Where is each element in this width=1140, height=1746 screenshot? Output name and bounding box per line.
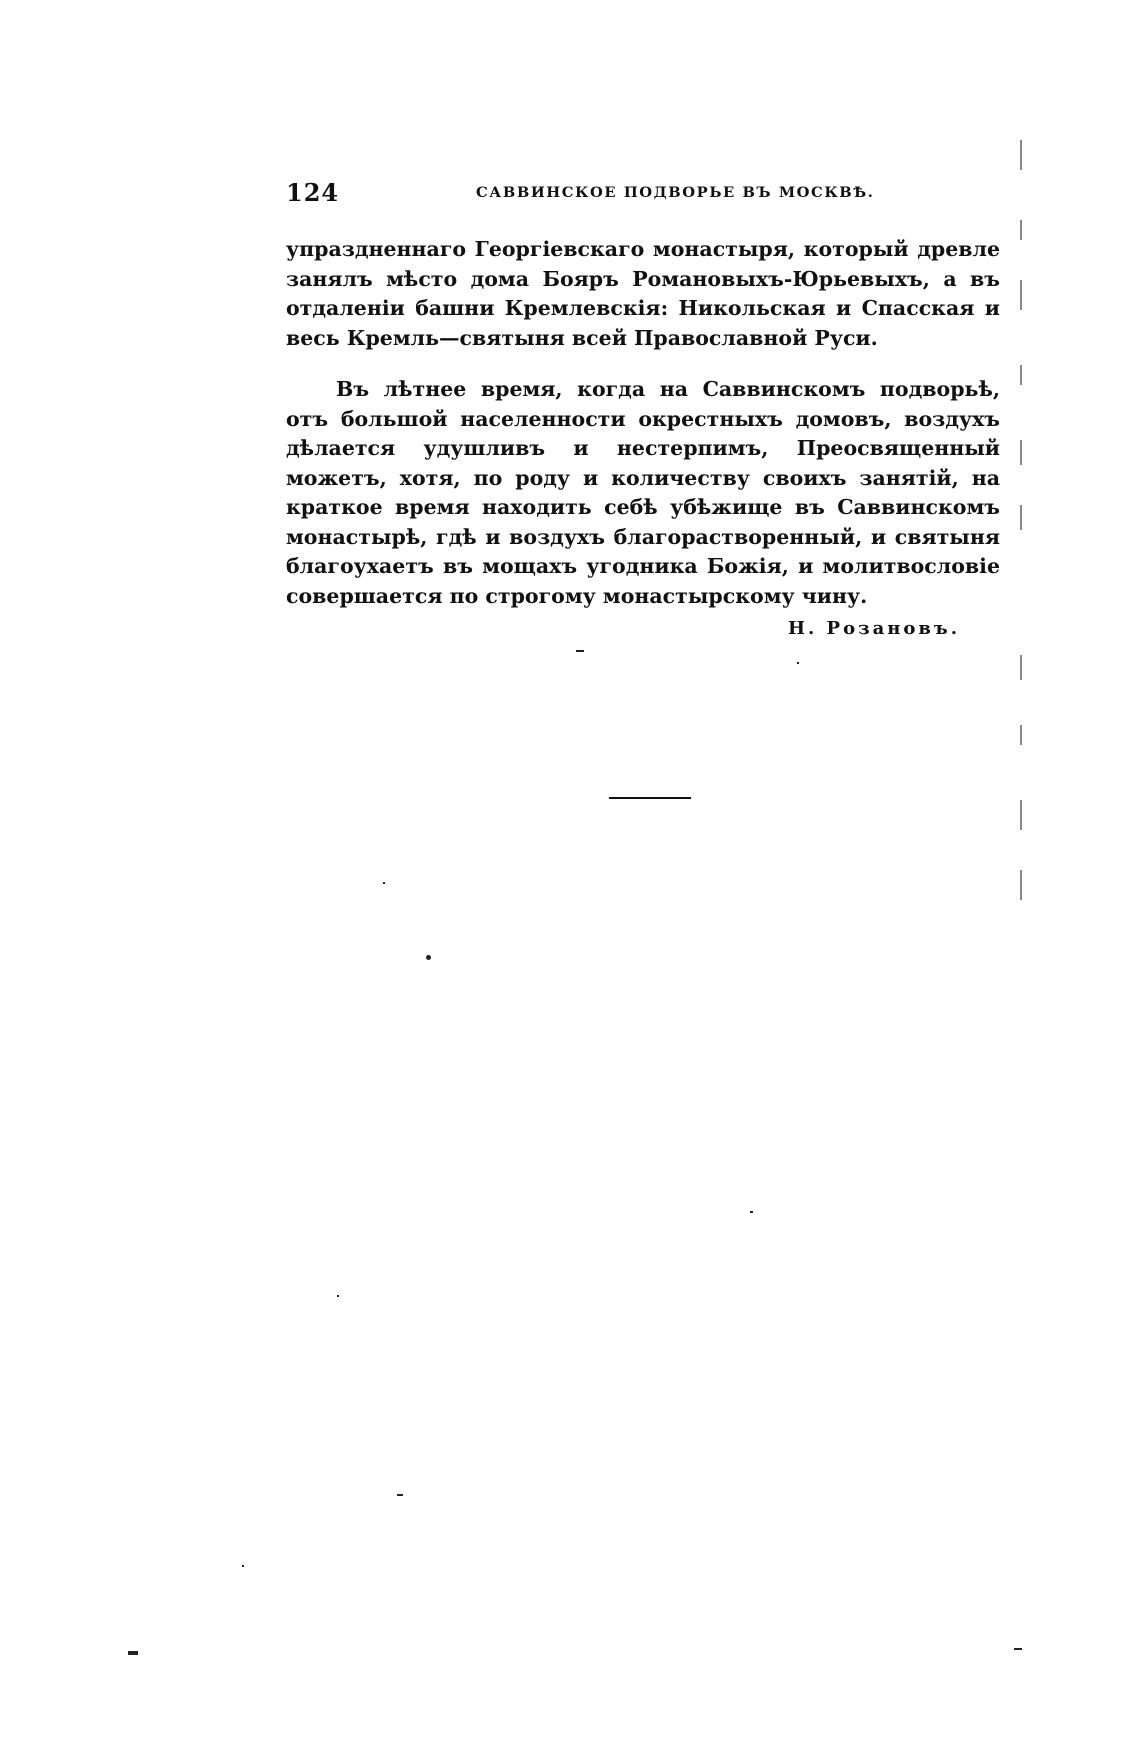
scan-speck xyxy=(576,650,584,652)
scan-speck xyxy=(397,1494,403,1496)
margin-mark xyxy=(1020,655,1022,680)
scan-speck xyxy=(797,662,799,664)
running-title: САВВИНСКОЕ ПОДВОРЬЕ ВЪ МОСКВѢ. xyxy=(476,185,875,201)
margin-mark xyxy=(1020,140,1022,170)
paragraph-continuation: упраздненнаго Георгіевскаго монастыря, который древле занялъ мѣсто дома Бояръ Романовыхъ-Юрьевыхъ, а въ отдаленіи башни Кремлевскія: Никольская и Спасская и весь Кремль—святыня всей Православной Руси. xyxy=(286,237,1000,350)
scan-speck xyxy=(128,1651,138,1655)
margin-mark xyxy=(1020,280,1022,310)
margin-mark xyxy=(1020,800,1022,830)
scan-speck xyxy=(750,1211,753,1213)
scan-speck xyxy=(383,882,385,884)
scan-speck xyxy=(337,1295,339,1297)
page-number: 124 xyxy=(286,178,340,207)
scan-speck xyxy=(242,1565,244,1567)
margin-mark xyxy=(1020,365,1022,385)
margin-mark xyxy=(1020,725,1022,745)
scan-speck xyxy=(426,955,431,960)
page-header xyxy=(286,178,986,208)
author-signature: Н. Розановъ. xyxy=(788,618,960,639)
section-divider xyxy=(609,797,691,799)
margin-mark xyxy=(1020,440,1022,465)
margin-mark xyxy=(1020,220,1022,240)
scan-speck xyxy=(1014,1648,1022,1650)
margin-mark xyxy=(1020,870,1022,900)
margin-mark xyxy=(1020,505,1022,530)
paragraph-summer: Въ лѣтнее время, когда на Саввинскомъ подворьѣ, отъ большой населенности окрестныхъ домовъ, воздухъ дѣлается удушливъ и нестерпимъ, Преосвященный можетъ, хотя, по роду и количеству своихъ занятій, на краткое время находить себѣ убѣжище въ Саввинскомъ монастырѣ, гдѣ и воздухъ благорастворенный, и святыня благоухаетъ въ мощахъ угодника Божія, и молитвословіе совершается по строгому монастырскому чину. xyxy=(286,377,1000,608)
